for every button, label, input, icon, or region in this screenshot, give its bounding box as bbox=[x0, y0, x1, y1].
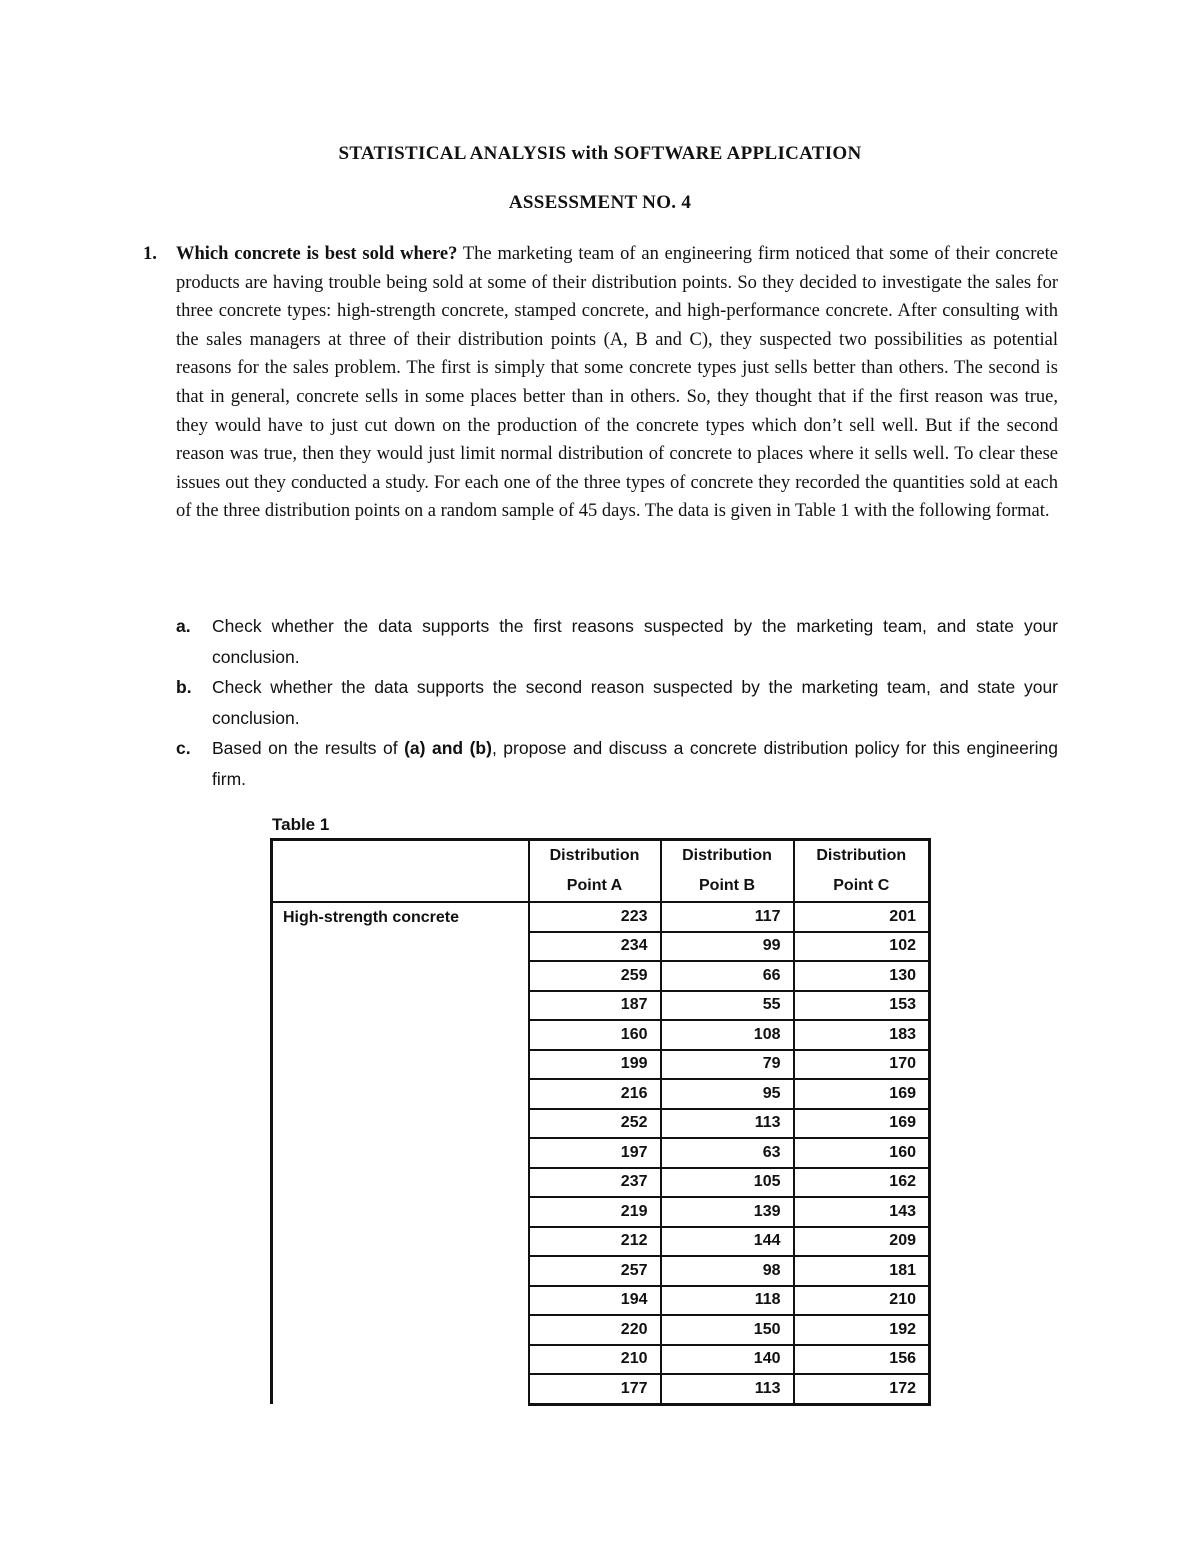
table-cell-point-b: 108 bbox=[661, 1020, 794, 1050]
row-group-label: High-strength concrete bbox=[272, 902, 529, 1404]
table-cell-point-b: 79 bbox=[661, 1050, 794, 1080]
part-b bbox=[176, 672, 1058, 733]
table-cell-point-c: 183 bbox=[794, 1020, 930, 1050]
table-cell-point-b: 118 bbox=[661, 1286, 794, 1316]
table-cell-point-a: 220 bbox=[529, 1315, 661, 1345]
table-cell-point-a: 177 bbox=[529, 1374, 661, 1404]
part-text-bold: (a) and (b) bbox=[404, 738, 492, 758]
table-cell-point-b: 63 bbox=[661, 1138, 794, 1168]
table-cell-point-a: 194 bbox=[529, 1286, 661, 1316]
table-cell-point-c: 169 bbox=[794, 1079, 930, 1109]
table-cell-point-c: 181 bbox=[794, 1256, 930, 1286]
table-cell-point-b: 105 bbox=[661, 1168, 794, 1198]
part-text-post: , propose and discuss a concrete distribution policy for this engineering firm. bbox=[212, 738, 1058, 789]
table-cell-point-c: 170 bbox=[794, 1050, 930, 1080]
part-a bbox=[176, 611, 1058, 672]
table-cell-point-a: 212 bbox=[529, 1227, 661, 1257]
table-cell-point-a: 223 bbox=[529, 902, 661, 932]
question-1 bbox=[143, 240, 1058, 526]
table-cell-point-b: 113 bbox=[661, 1109, 794, 1139]
header-line: Distribution bbox=[682, 847, 772, 864]
question-text: The marketing team of an engineering firm noticed that some of their concrete products are having trouble being sold at some of their distribution points. So they decided to investigate the sales for three concrete types: high-strength concrete, stamped concrete, and high-performance concrete. After consulting with the sales managers at three of their distribution points (A, B and C), they suspected two possibilities as potential reasons for the sales problem. The first is simply that some concrete types just sells better than others. The second is that in general, concrete sells in some places better than in others. So, they thought that if the first reason was true, they would have to just cut down on the production of the concrete types which don’t sell well. But if the second reason was true, then they would just limit normal distribution of concrete to places where it sells well. To clear these issues out they conducted a study. For each one of the three types of concrete they recorded the quantities sold at each of the three distribution points on a random sample of 45 days. The data is given in Table 1 with the following format. bbox=[176, 244, 1058, 522]
table-cell-point-a: 219 bbox=[529, 1197, 661, 1227]
table-cell-point-c: 209 bbox=[794, 1227, 930, 1257]
table-cell-point-a: 210 bbox=[529, 1345, 661, 1375]
table-cell-point-a: 237 bbox=[529, 1168, 661, 1198]
table-cell-point-c: 172 bbox=[794, 1374, 930, 1404]
data-table bbox=[270, 838, 931, 1406]
header-point-c bbox=[794, 840, 930, 903]
table-cell-point-a: 259 bbox=[529, 961, 661, 991]
table-cell-point-c: 162 bbox=[794, 1168, 930, 1198]
question-number: 1. bbox=[143, 244, 157, 264]
table-cell-point-b: 99 bbox=[661, 932, 794, 962]
question-lead: Which concrete is best sold where? bbox=[176, 244, 458, 264]
table-cell-point-a: 252 bbox=[529, 1109, 661, 1139]
table-cell-point-b: 139 bbox=[661, 1197, 794, 1227]
part-text: Check whether the data supports the second reason suspected by the marketing team, and state your conclusion. bbox=[212, 677, 1058, 728]
table-row bbox=[272, 902, 930, 932]
table-cell-point-a: 199 bbox=[529, 1050, 661, 1080]
table-cell-point-c: 143 bbox=[794, 1197, 930, 1227]
table-cell-point-b: 55 bbox=[661, 991, 794, 1021]
table-cell-point-c: 102 bbox=[794, 932, 930, 962]
table-cell-point-b: 95 bbox=[661, 1079, 794, 1109]
header-line: Point C bbox=[833, 877, 890, 894]
table-cell-point-b: 144 bbox=[661, 1227, 794, 1257]
table-cell-point-a: 187 bbox=[529, 991, 661, 1021]
table-cell-point-c: 160 bbox=[794, 1138, 930, 1168]
header-point-a bbox=[529, 840, 661, 903]
table-cell-point-c: 192 bbox=[794, 1315, 930, 1345]
table-cell-point-b: 113 bbox=[661, 1374, 794, 1404]
header-point-b bbox=[661, 840, 794, 903]
table-cell-point-b: 150 bbox=[661, 1315, 794, 1345]
part-c bbox=[176, 733, 1058, 794]
table-cell-point-b: 117 bbox=[661, 902, 794, 932]
question-body bbox=[176, 240, 1058, 526]
table-cell-point-a: 160 bbox=[529, 1020, 661, 1050]
part-label: b. bbox=[176, 677, 192, 697]
table-cell-point-b: 140 bbox=[661, 1345, 794, 1375]
table-cell-point-a: 257 bbox=[529, 1256, 661, 1286]
table-cell-point-a: 234 bbox=[529, 932, 661, 962]
table-cell-point-b: 66 bbox=[661, 961, 794, 991]
table-cell-point-c: 169 bbox=[794, 1109, 930, 1139]
part-text-pre: Based on the results of bbox=[212, 738, 405, 758]
document-title: STATISTICAL ANALYSIS with SOFTWARE APPLICATION bbox=[338, 143, 862, 164]
header-line: Distribution bbox=[549, 847, 640, 864]
assessment-number: ASSESSMENT NO. 4 bbox=[508, 192, 692, 213]
table-cell-point-c: 156 bbox=[794, 1345, 930, 1375]
part-text: Check whether the data supports the first reasons suspected by the marketing team, and state your conclusion. bbox=[212, 616, 1058, 667]
header-line: Point A bbox=[566, 877, 623, 894]
header-line: Distribution bbox=[816, 847, 907, 864]
part-label: a. bbox=[176, 616, 191, 636]
header-blank bbox=[272, 840, 529, 903]
table-cell-point-c: 153 bbox=[794, 991, 930, 1021]
table-header-row bbox=[272, 840, 930, 903]
table-cell-point-c: 210 bbox=[794, 1286, 930, 1316]
table-cell-point-c: 130 bbox=[794, 961, 930, 991]
part-label: c. bbox=[176, 738, 191, 758]
question-parts bbox=[176, 611, 1058, 794]
header-line: Point B bbox=[699, 877, 755, 894]
table-cell-point-b: 98 bbox=[661, 1256, 794, 1286]
table-cell-point-c: 201 bbox=[794, 902, 930, 932]
table-cell-point-a: 197 bbox=[529, 1138, 661, 1168]
table-caption: Table 1 bbox=[272, 815, 330, 834]
table-cell-point-a: 216 bbox=[529, 1079, 661, 1109]
